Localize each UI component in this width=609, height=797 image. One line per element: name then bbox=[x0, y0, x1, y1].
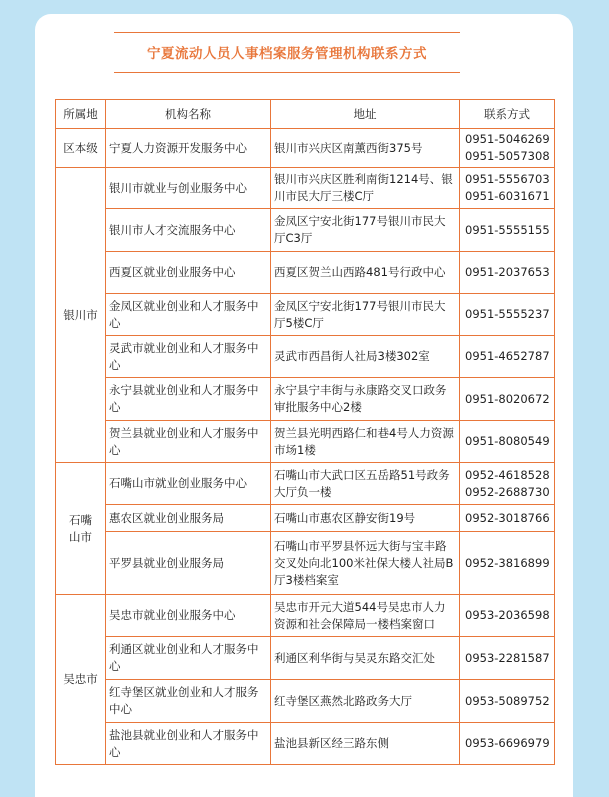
agency-address: 金凤区宁安北街177号银川市民大厅C3厅 bbox=[271, 209, 460, 252]
contact-cell bbox=[460, 209, 555, 252]
table-row bbox=[56, 595, 555, 637]
table-row bbox=[56, 252, 555, 294]
agency-name: 平罗县就业创业服务局 bbox=[106, 532, 271, 595]
contact-table bbox=[55, 99, 555, 765]
agency-name: 宁夏人力资源开发服务中心 bbox=[106, 129, 271, 168]
agency-name: 盐池县就业创业和人才服务中心 bbox=[106, 723, 271, 765]
phone-number: 0951-8020672 bbox=[465, 391, 550, 406]
contact-cell bbox=[460, 723, 555, 765]
agency-name: 西夏区就业创业服务中心 bbox=[106, 252, 271, 294]
table-row bbox=[56, 723, 555, 765]
agency-name: 灵武市就业创业和人才服务中心 bbox=[106, 336, 271, 378]
phone-number: 0951-2037653 bbox=[465, 265, 550, 279]
contact-cell bbox=[460, 378, 555, 421]
phone-number: 0951-5556703 bbox=[465, 172, 550, 186]
phone-number: 0951-4652787 bbox=[465, 349, 550, 363]
contact-cell bbox=[460, 637, 555, 680]
table-row bbox=[56, 378, 555, 421]
agency-address: 石嘴山市惠农区静安街19号 bbox=[271, 505, 460, 532]
agency-name: 永宁县就业创业和人才服务中心 bbox=[106, 378, 271, 421]
agency-address: 永宁县宁丰街与永康路交叉口政务审批服务中心2楼 bbox=[271, 378, 460, 421]
region-cell: 石嘴山市 bbox=[56, 463, 106, 595]
title-rule-top bbox=[114, 32, 460, 33]
table-row bbox=[56, 336, 555, 378]
table-row bbox=[56, 421, 555, 463]
contact-cell bbox=[460, 680, 555, 723]
phone-number: 0953-2036598 bbox=[465, 608, 550, 622]
contact-cell bbox=[460, 421, 555, 463]
agency-address: 灵武市西昌街人社局3楼302室 bbox=[271, 336, 460, 378]
agency-address: 盐池县新区经三路东侧 bbox=[271, 723, 460, 765]
phone-number: 0951-6031671 bbox=[465, 189, 550, 203]
phone-number: 0953-5089752 bbox=[465, 693, 550, 708]
contact-cell bbox=[460, 294, 555, 336]
agency-name: 利通区就业创业和人才服务中心 bbox=[106, 637, 271, 680]
agency-name: 银川市人才交流服务中心 bbox=[106, 209, 271, 252]
agency-name: 石嘴山市就业创业服务中心 bbox=[106, 463, 271, 505]
agency-name: 红寺堡区就业创业和人才服务中心 bbox=[106, 680, 271, 723]
agency-address: 银川市兴庆区南薰西街375号 bbox=[271, 129, 460, 168]
page-title: 宁夏流动人员人事档案服务管理机构联系方式 bbox=[147, 46, 427, 62]
title-rule-bottom bbox=[114, 72, 460, 73]
table-row bbox=[56, 532, 555, 595]
table-row bbox=[56, 505, 555, 532]
contact-cell bbox=[460, 532, 555, 595]
phone-number: 0951-5057308 bbox=[465, 149, 550, 163]
table-row bbox=[56, 637, 555, 680]
contact-cell bbox=[460, 463, 555, 505]
header-name: 机构名称 bbox=[106, 100, 271, 129]
table-row bbox=[56, 680, 555, 723]
region-cell: 区本级 bbox=[56, 129, 106, 168]
agency-address: 银川市兴庆区胜利南街1214号、银川市民大厅三楼C厅 bbox=[271, 168, 460, 209]
phone-number: 0953-6696979 bbox=[465, 736, 550, 750]
agency-address: 西夏区贺兰山西路481号行政中心 bbox=[271, 252, 460, 294]
contact-cell bbox=[460, 505, 555, 532]
phone-number: 0951-5046269 bbox=[465, 132, 550, 146]
agency-address: 贺兰县光明西路仁和巷4号人力资源市场1楼 bbox=[271, 421, 460, 463]
phone-number: 0952-3816899 bbox=[465, 555, 550, 570]
agency-name: 银川市就业与创业服务中心 bbox=[106, 168, 271, 209]
phone-number: 0952-2688730 bbox=[465, 484, 550, 499]
phone-number: 0952-3018766 bbox=[465, 510, 550, 525]
region-cell: 银川市 bbox=[56, 168, 106, 463]
contact-cell bbox=[460, 252, 555, 294]
header-region: 所属地 bbox=[56, 100, 106, 129]
title-block bbox=[114, 32, 460, 72]
agency-address: 红寺堡区燕然北路政务大厅 bbox=[271, 680, 460, 723]
phone-number: 0951-8080549 bbox=[465, 434, 550, 448]
agency-name: 金凤区就业创业和人才服务中心 bbox=[106, 294, 271, 336]
phone-number: 0953-2281587 bbox=[465, 650, 550, 665]
header-contact: 联系方式 bbox=[460, 100, 555, 129]
table-row bbox=[56, 209, 555, 252]
agency-address: 石嘴山市平罗县怀远大街与宝丰路交叉处向北100米社保大楼人社局B厅3楼档案室 bbox=[271, 532, 460, 595]
table-row bbox=[56, 129, 555, 168]
contact-cell bbox=[460, 129, 555, 168]
phone-number: 0952-4618528 bbox=[465, 467, 550, 482]
region-cell: 吴忠市 bbox=[56, 595, 106, 765]
header-address: 地址 bbox=[271, 100, 460, 129]
agency-name: 惠农区就业创业服务局 bbox=[106, 505, 271, 532]
contact-cell bbox=[460, 336, 555, 378]
contact-cell bbox=[460, 595, 555, 637]
contact-cell bbox=[460, 168, 555, 209]
agency-address: 吴忠市开元大道544号吴忠市人力资源和社会保障局一楼档案窗口 bbox=[271, 595, 460, 637]
agency-address: 石嘴山市大武口区五岳路51号政务大厅负一楼 bbox=[271, 463, 460, 505]
agency-name: 贺兰县就业创业和人才服务中心 bbox=[106, 421, 271, 463]
table-header-row bbox=[56, 100, 555, 129]
phone-number: 0951-5555155 bbox=[465, 222, 550, 237]
table-row bbox=[56, 294, 555, 336]
agency-address: 金凤区宁安北街177号银川市民大厅5楼C厅 bbox=[271, 294, 460, 336]
table-row bbox=[56, 463, 555, 505]
agency-address: 利通区利华街与吴灵东路交汇处 bbox=[271, 637, 460, 680]
phone-number: 0951-5555237 bbox=[465, 307, 550, 321]
table-row bbox=[56, 168, 555, 209]
agency-name: 吴忠市就业创业服务中心 bbox=[106, 595, 271, 637]
